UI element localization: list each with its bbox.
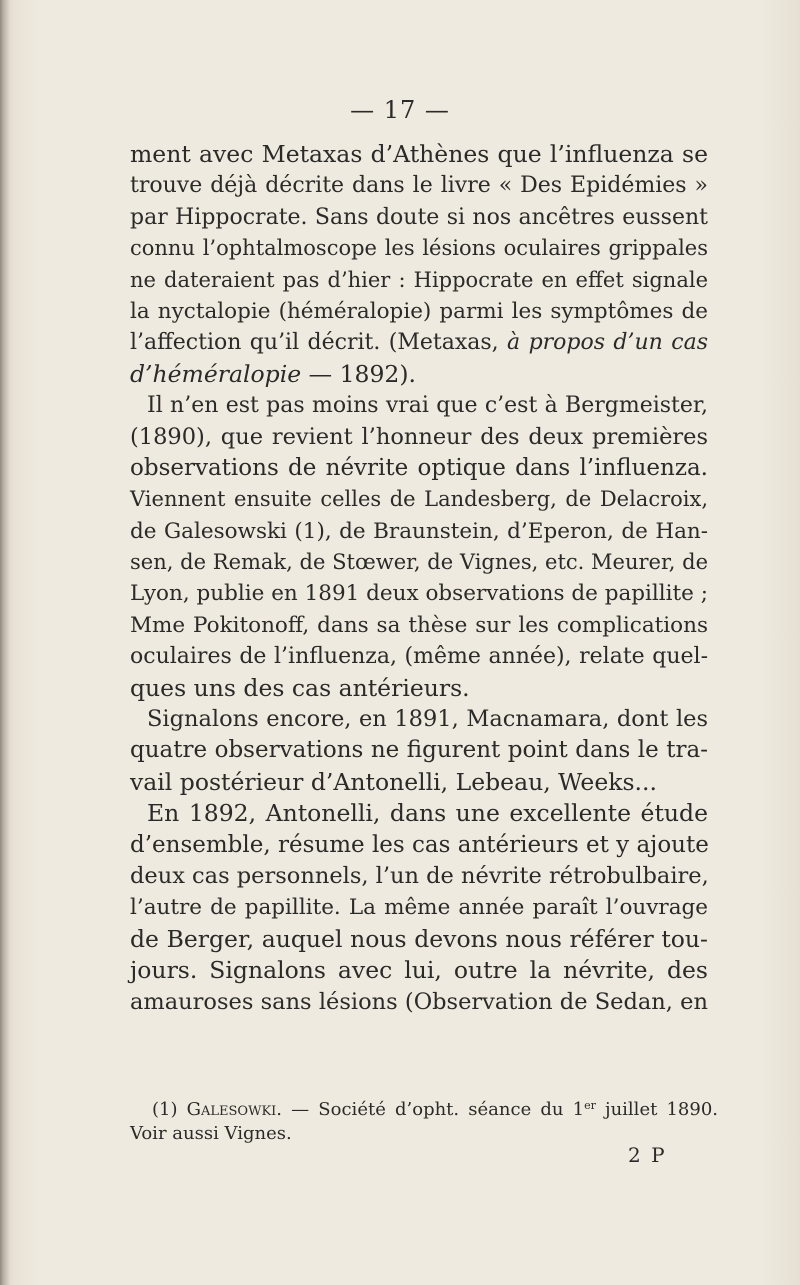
binding-edge bbox=[0, 0, 10, 1285]
text-line: quatre observations ne figurent point dans le tra- bbox=[130, 737, 708, 764]
text-line: ques uns des cas antérieurs. bbox=[130, 673, 470, 702]
text-line: connu l’ophtalmoscope les lésions oculaires grippales bbox=[130, 236, 708, 261]
text-span: — 1892). bbox=[301, 359, 417, 388]
text-line: En 1892, Antonelli, dans une excellente étude bbox=[147, 799, 708, 828]
text-line: deux cas personnels, l’un de névrite rétrobulbaire, bbox=[130, 862, 709, 889]
text-line: jours. Signalons avec lui, outre la névrite, des bbox=[130, 956, 708, 985]
text-line: de Berger, auquel nous devons nous référer tou- bbox=[130, 924, 708, 953]
footnote-author: Galesowki. bbox=[186, 1099, 283, 1120]
signature-mark: 2 P bbox=[628, 1143, 667, 1167]
italic-title: à propos d’un cas bbox=[507, 330, 708, 356]
text-line: ment avec Metaxas d’Athènes que l’influenza se bbox=[130, 140, 708, 168]
footnote-text: juillet 1890. bbox=[595, 1099, 718, 1120]
text-line: Lyon, publie en 1891 deux observations de papillite ; bbox=[130, 581, 708, 607]
text-line: Il n’en est pas moins vrai que c’est à Bergmeister, bbox=[147, 393, 708, 419]
text-line: trouve déjà décrite dans le livre « Des Epidémies » bbox=[130, 173, 708, 199]
footnote-line: Voir aussi Vignes. bbox=[130, 1123, 292, 1144]
text-span: l’affection qu’il décrit. (Metaxas, bbox=[130, 330, 499, 356]
italic-title: d’héméralopie bbox=[130, 359, 302, 388]
text-line: vail postérieur d’Antonelli, Lebeau, Weeks... bbox=[130, 767, 657, 796]
page-number: — 17 — bbox=[350, 96, 450, 124]
text-line: Signalons encore, en 1891, Macnamara, dont les bbox=[147, 706, 708, 733]
footnote-text: — Société d’opht. séance du 1 bbox=[282, 1099, 585, 1120]
text-line: ne dateraient pas d’hier : Hippocrate en effet signale bbox=[130, 267, 708, 292]
text-line: sen, de Remak, de Stœwer, de Vignes, etc. Meurer, de bbox=[130, 550, 708, 575]
footnote-line bbox=[130, 1092, 718, 1120]
text-line: la nyctalopie (héméralopie) parmi les symptômes de bbox=[130, 298, 708, 324]
text-line: observations de névrite optique dans l’influenza. bbox=[130, 454, 708, 481]
text-line: oculaires de l’influenza, (même année), relate quel- bbox=[130, 644, 708, 670]
footnote-superscript: er bbox=[584, 1099, 596, 1112]
text-line bbox=[130, 359, 708, 390]
text-line: amauroses sans lésions (Observation de Sedan, en bbox=[130, 988, 708, 1015]
text-line: l’autre de papillite. La même année paraît l’ouvrage bbox=[130, 895, 708, 921]
footnote bbox=[130, 1092, 718, 1148]
text-line: par Hippocrate. Sans doute si nos ancêtres eussent bbox=[130, 204, 708, 230]
text-line: Mme Pokitonoff, dans sa thèse sur les complications bbox=[130, 612, 708, 638]
text-line: Viennent ensuite celles de Landesberg, de Delacroix, bbox=[130, 487, 708, 512]
text-line: d’ensemble, résume les cas antérieurs et y ajoute bbox=[130, 831, 709, 858]
text-line: de Galesowski (1), de Braunstein, d’Eperon, de Han- bbox=[130, 518, 708, 544]
body-text bbox=[130, 139, 708, 1018]
footnote-marker: (1) bbox=[152, 1099, 187, 1120]
text-line: (1890), que revient l’honneur des deux premières bbox=[130, 423, 708, 450]
text-line bbox=[130, 327, 708, 358]
